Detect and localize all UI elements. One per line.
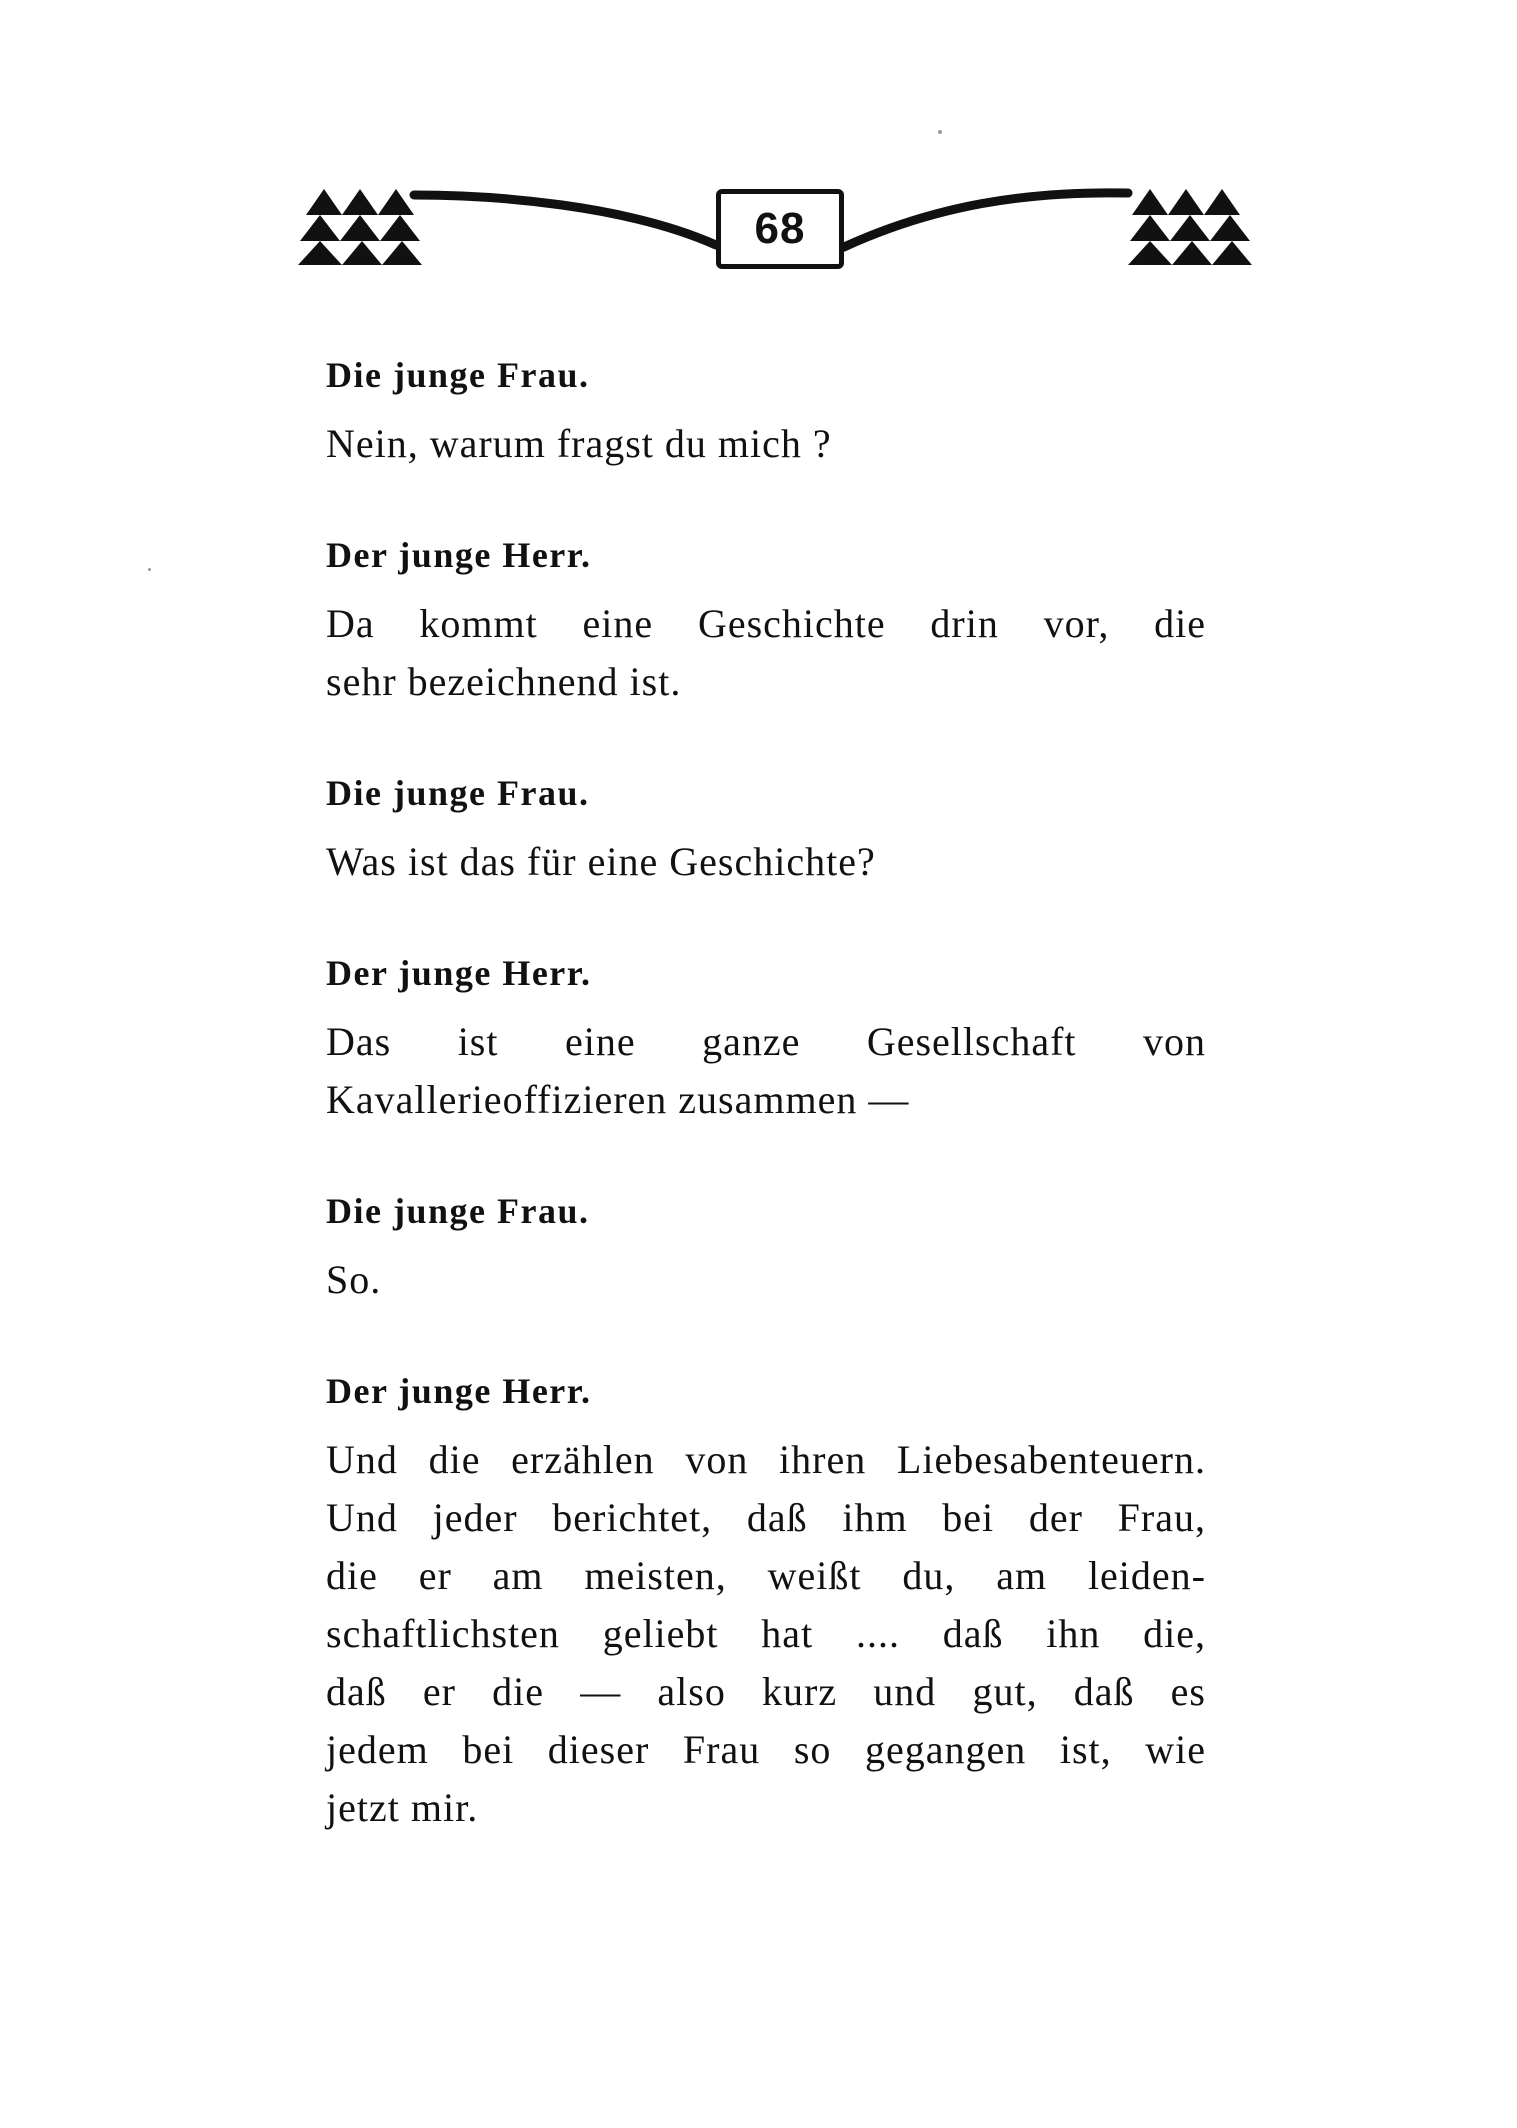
- speech: [326, 595, 1206, 711]
- speech-line: Und die erzählen von ihren Liebesabenteuern.: [326, 1437, 1206, 1482]
- speech: [326, 415, 1206, 473]
- dialogue-block: [326, 763, 1206, 891]
- speech: [326, 1431, 1206, 1837]
- speech-line: daß er die — also kurz und gut, daß es: [326, 1669, 1206, 1714]
- speaker-name: Der junge Herr.: [326, 1371, 592, 1411]
- dialogue-block: [326, 1361, 1206, 1837]
- speech-line: Das ist eine ganze Gesellschaft von: [326, 1019, 1206, 1064]
- page-header-ornament: [296, 175, 1266, 285]
- speaker-name: Der junge Herr.: [326, 535, 592, 575]
- scan-speck: [938, 130, 942, 134]
- scan-speck: [148, 568, 151, 571]
- speaker-name: Die junge Frau.: [326, 1191, 590, 1231]
- speech: [326, 1251, 1206, 1309]
- speech-line: Nein, warum fragst du mich ?: [326, 421, 832, 466]
- dialogue-block: [326, 943, 1206, 1129]
- speech-line: jetzt mir.: [326, 1785, 479, 1830]
- speech-line: Was ist das für eine Geschichte?: [326, 839, 876, 884]
- speech: [326, 833, 1206, 891]
- page-number-frame: [716, 189, 844, 269]
- dialogue-block: [326, 1181, 1206, 1309]
- speech: [326, 1013, 1206, 1129]
- speech-line: So.: [326, 1257, 382, 1302]
- speech-line: Und jeder berichtet, daß ihm bei der Frau,: [326, 1495, 1206, 1540]
- speech-line: sehr bezeichnend ist.: [326, 659, 682, 704]
- speech-line: die er am meisten, weißt du, am leiden-: [326, 1553, 1206, 1598]
- page-number: 68: [754, 204, 806, 253]
- speech-line: schaftlichsten geliebt hat .... daß ihn die,: [326, 1611, 1206, 1656]
- speech-line: Da kommt eine Geschichte drin vor, die: [326, 601, 1206, 646]
- speaker-name: Der junge Herr.: [326, 953, 592, 993]
- dialogue-block: [326, 345, 1206, 473]
- dialogue-text: [326, 345, 1206, 1889]
- speaker-name: Die junge Frau.: [326, 773, 590, 813]
- speech-line: jedem bei dieser Frau so gegangen ist, wie: [326, 1727, 1206, 1772]
- speaker-name: Die junge Frau.: [326, 355, 590, 395]
- left-triangle-cluster-icon: [298, 189, 422, 265]
- right-triangle-cluster-icon: [1128, 189, 1252, 265]
- speech-line: Kavallerieoffizieren zusammen —: [326, 1077, 910, 1122]
- dialogue-block: [326, 525, 1206, 711]
